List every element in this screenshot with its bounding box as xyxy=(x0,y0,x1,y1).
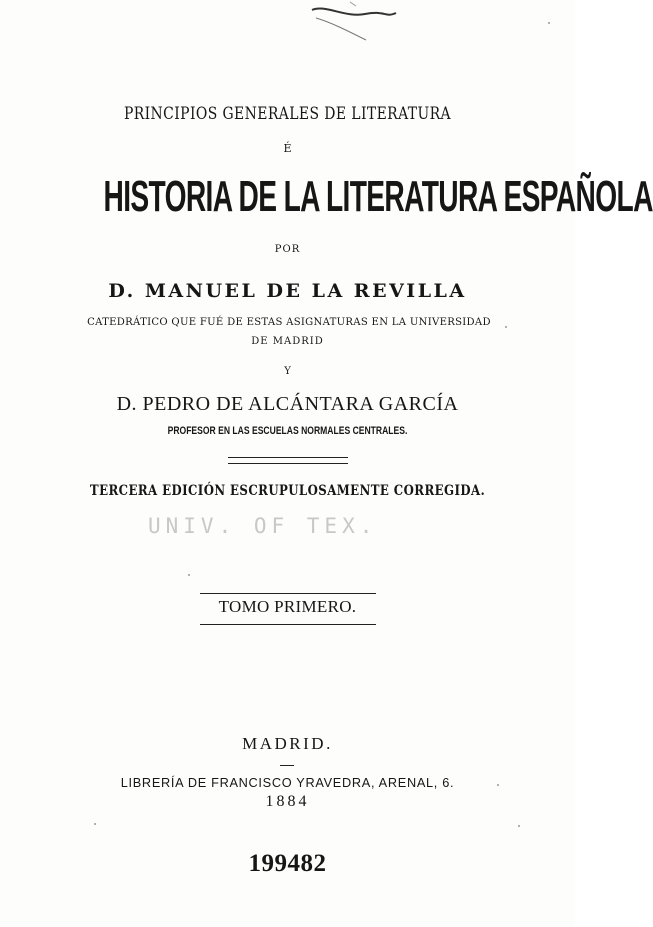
speck xyxy=(188,574,190,576)
speck xyxy=(518,825,520,827)
author1-role-line2: DE MADRID xyxy=(251,336,324,347)
catalog-number: 199482 xyxy=(248,850,327,877)
ink-scribble xyxy=(310,0,400,50)
speck xyxy=(505,326,507,328)
author1-name: D. MANUEL DE LA REVILLA xyxy=(108,280,467,302)
main-title: HISTORIA DE LA LITERATURA ESPAÑOLA xyxy=(103,172,653,221)
and-label: Y xyxy=(284,366,291,377)
por-label: POR xyxy=(274,244,301,255)
publication-year: 1884 xyxy=(265,793,310,810)
author1-role-line1: CATEDRÁTICO QUE FUÉ DE ESTAS ASIGNATURAS EN LA UNIVERSIDAD xyxy=(87,316,491,328)
library-stamp: UNIV. OF TEX. xyxy=(148,514,378,538)
volume-rule-bottom xyxy=(200,624,376,625)
edition-note: TERCERA EDICIÓN ESCRUPULOSAMENTE CORREGIDA. xyxy=(89,483,486,499)
author2-role: PROFESOR EN LAS ESCUELAS NORMALES CENTRALES. xyxy=(167,425,408,437)
author2-name: D. PEDRO DE ALCÁNTARA GARCÍA xyxy=(116,393,459,415)
conjunction: É xyxy=(283,142,292,155)
speck xyxy=(497,784,499,786)
publisher: LIBRERÍA DE FRANCISCO YRAVEDRA, ARENAL, 6. xyxy=(120,775,455,790)
city-dash xyxy=(280,765,294,766)
double-rule xyxy=(228,457,348,464)
city: MADRID. xyxy=(242,734,333,753)
volume-rule-top xyxy=(200,593,376,594)
heading: PRINCIPIOS GENERALES DE LITERATURA xyxy=(123,104,452,124)
speck xyxy=(548,22,550,24)
volume-label: TOMO PRIMERO. xyxy=(218,597,357,616)
speck xyxy=(94,823,96,825)
